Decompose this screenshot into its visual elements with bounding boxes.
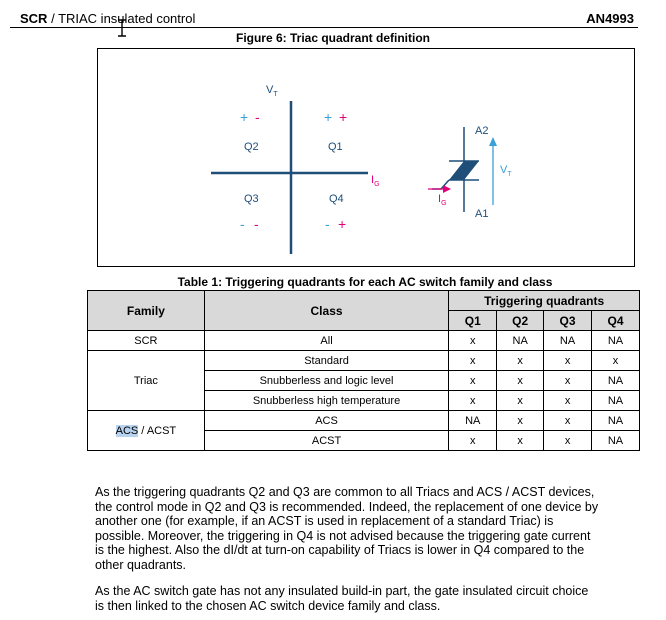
family-cell: Triac (88, 351, 205, 411)
terminal-a2-label: A2 (475, 125, 489, 137)
class-cell: ACST (204, 431, 449, 451)
family-acst: ACST (146, 424, 177, 437)
ig-label: $I_G$ (438, 193, 447, 207)
family-cell: SCR (88, 331, 205, 351)
paragraph-line: other quadrants. (95, 557, 187, 572)
q-cell: NA (592, 391, 640, 411)
q4-label: Q4 (329, 193, 344, 205)
q4-sign1: - (325, 216, 330, 232)
table-row (88, 331, 640, 351)
figure-box (97, 48, 635, 267)
header-class: Class (204, 291, 449, 331)
doc-title: TRIAC insulated control (58, 11, 196, 26)
title-separator: / (47, 11, 59, 26)
paragraph-line: possible. Moreover, the triggering in Q4 is not advised because the triggering gate current (95, 528, 591, 543)
q4-sign2: + (338, 216, 347, 232)
paragraph-line: As the triggering quadrants Q2 and Q3 are common to all Triacs and ACS / ACST devices, (95, 485, 595, 499)
axis-v-label: $V_T$ (266, 84, 278, 98)
q-cell: x (449, 351, 497, 371)
q3-sign2: - (254, 216, 259, 232)
body-paragraph-2 (95, 584, 640, 613)
triggering-table (87, 290, 640, 451)
doc-header-title (20, 11, 195, 26)
paragraph-line: the control mode in Q2 and Q3 is recommended. Indeed, the replacement of one device by (95, 499, 599, 514)
figure-caption: Figure 6: Triac quadrant definition (235, 31, 430, 45)
header-q1: Q1 (449, 311, 497, 331)
q-cell: x (497, 431, 544, 451)
family-separator: / (138, 424, 147, 437)
q1-label: Q1 (328, 141, 343, 153)
q-cell: NA (544, 331, 592, 351)
q-cell: NA (592, 371, 640, 391)
q-cell: NA (497, 331, 544, 351)
q-cell: NA (592, 431, 640, 451)
paragraph-line: As the AC switch gate has not any insulated build-in part, the gate insulated circuit choice (95, 584, 589, 598)
q3-label: Q3 (244, 193, 259, 205)
q2-label: Q2 (244, 141, 259, 153)
header-q2: Q2 (497, 311, 544, 331)
q-cell: NA (592, 331, 640, 351)
paragraph-line: is the highest. Also the dI/dt at turn-on capability of Triacs is lower in Q4 compared to the (95, 543, 585, 557)
header-divider (10, 27, 638, 28)
quadrant-diagram (98, 49, 634, 266)
header-triggering-quadrants: Triggering quadrants (449, 291, 640, 311)
q-cell: x (497, 351, 544, 371)
q-cell: x (449, 371, 497, 391)
class-cell: ACS (204, 411, 449, 431)
q-cell: x (449, 431, 497, 451)
q-cell: x (497, 391, 544, 411)
q-cell: x (497, 371, 544, 391)
body-paragraph-1 (95, 485, 640, 572)
family-cell (88, 411, 205, 451)
q-cell: x (497, 411, 544, 431)
table-header-row (88, 291, 640, 311)
table-caption: Table 1: Triggering quadrants for each AC switch family and class (177, 275, 553, 289)
q-cell: x (544, 431, 592, 451)
q3-sign1: - (240, 216, 245, 232)
family-acs-highlighted: ACS (115, 424, 139, 437)
table-row (88, 351, 640, 371)
q1-sign2: + (339, 109, 348, 125)
q-cell: NA (449, 411, 497, 431)
q-cell: NA (592, 411, 640, 431)
header-q4: Q4 (592, 311, 640, 331)
q-cell: x (544, 371, 592, 391)
doc-id: AN4993 (586, 11, 634, 26)
q-cell: x (592, 351, 640, 371)
q-cell: x (544, 391, 592, 411)
header-family: Family (88, 291, 205, 331)
paragraph-line: another one (for example, if an ACST is used in replacement of a standard Triac) is (95, 514, 554, 528)
q-cell: x (449, 331, 497, 351)
class-cell: Snubberless high temperature (204, 391, 449, 411)
q-cell: x (449, 391, 497, 411)
q1-sign1: + (324, 109, 333, 125)
terminal-a1-label: A1 (475, 208, 489, 220)
paragraph-line: is then linked to the chosen AC switch device family and class. (95, 598, 441, 613)
class-cell: Snubberless and logic level (204, 371, 449, 391)
q2-sign2: - (255, 109, 260, 125)
table-row (88, 411, 640, 431)
q-cell: x (544, 351, 592, 371)
class-cell: Standard (204, 351, 449, 371)
axis-i-label: $I_G$ (371, 174, 380, 188)
doc-type: SCR (20, 11, 48, 26)
q2-sign1: + (240, 109, 249, 125)
header-q3: Q3 (544, 311, 592, 331)
q-cell: x (544, 411, 592, 431)
vt-label: $V_T$ (500, 164, 512, 178)
class-cell: All (204, 331, 449, 351)
